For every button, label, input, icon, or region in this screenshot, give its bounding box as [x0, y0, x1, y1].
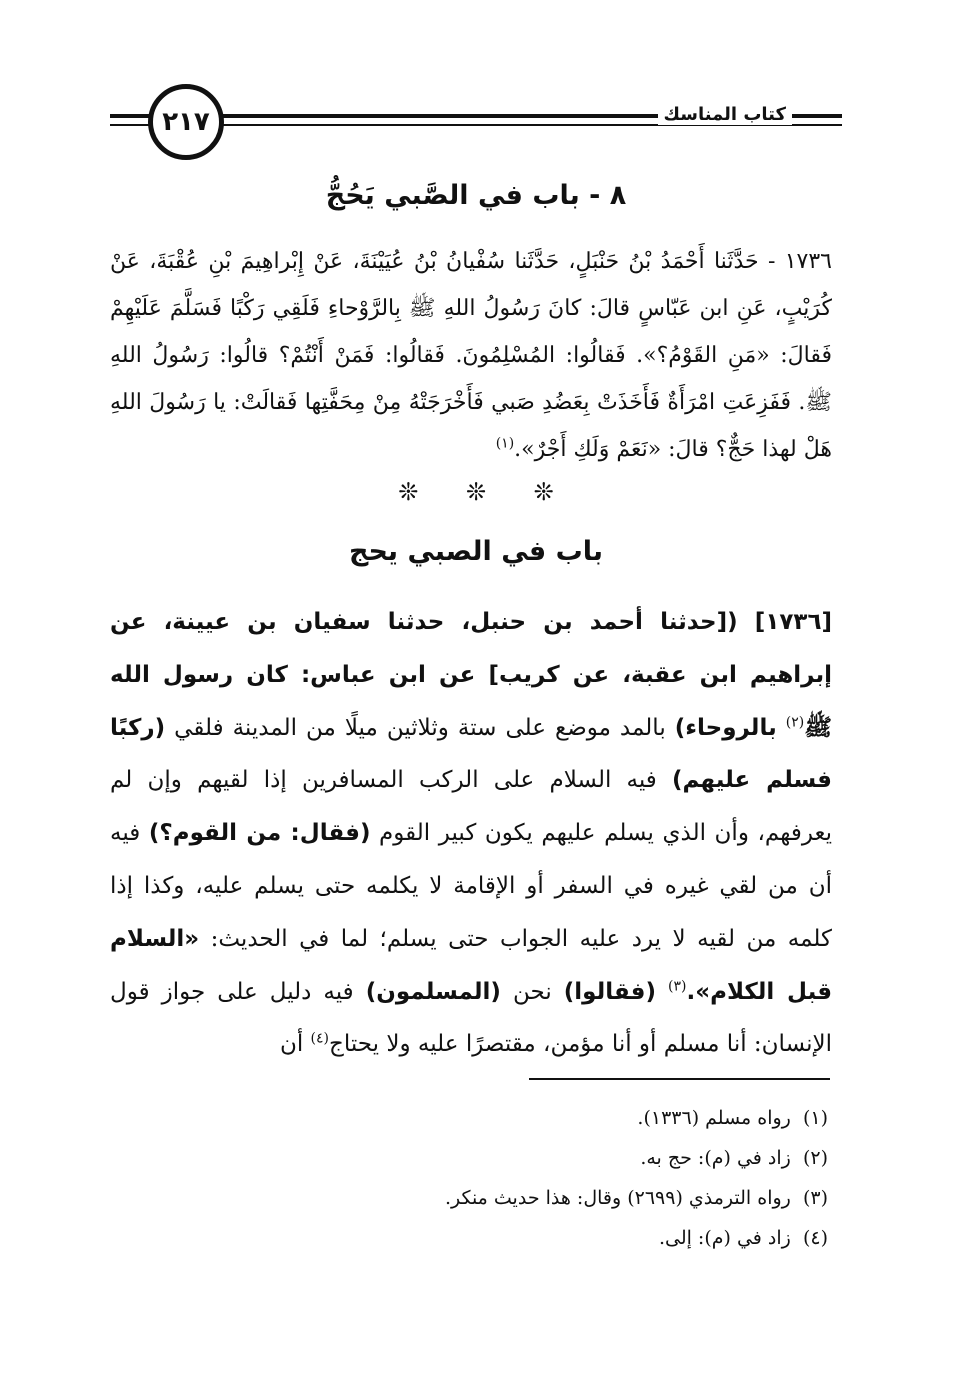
footnote-number: (٤) — [802, 1227, 828, 1249]
footnote-2 — [110, 1138, 828, 1178]
footnote-separator-rule — [529, 1078, 830, 1080]
commentary-bold-rakb: (ركبًا فسلم عليهم) — [110, 714, 832, 794]
running-title: كتاب المناسك — [658, 104, 793, 125]
commentary-text-f: أن — [279, 1031, 304, 1058]
hadith-chapter-title: ٨ - باب في الصَّبي يَحُجُّ — [325, 180, 627, 211]
commentary-bold-qawm: (فقال: من القوم؟) — [148, 820, 371, 847]
footnote-ref-1[interactable]: (١) — [495, 435, 515, 452]
footnote-ref-2[interactable]: (٢) — [785, 713, 805, 730]
commentary-bold-muslimun: (المسلمون) — [365, 978, 501, 1005]
page-header — [110, 80, 842, 180]
footnote-3 — [110, 1178, 828, 1218]
footnotes-block — [110, 1098, 828, 1258]
commentary-text-e: فيه دليل على جواز قول الإنسان: أنا مسلم أو أنا مؤمن، مقتصرًا عليه ولا يحتاج — [110, 978, 832, 1058]
page-number: ٢١٧ — [148, 84, 224, 160]
footnote-text: زاد في (م): إلى. — [658, 1227, 791, 1249]
footnote-text: رواه الترمذي (٢٦٩٩) وقال: هذا حديث منكر. — [444, 1187, 791, 1209]
header-rule-left-thin — [110, 124, 150, 126]
header-rule-left-thick — [110, 114, 150, 118]
footnote-number: (٣) — [802, 1187, 828, 1209]
footnote-number: (١) — [802, 1107, 828, 1129]
footnote-number: (٢) — [802, 1147, 828, 1169]
footnote-1 — [110, 1098, 828, 1138]
commentary-text-a: بالمد موضع على ستة وثلاثين ميلًا من المدينة فلقي — [174, 714, 666, 741]
section-separator: ❊ ❊ ❊ — [398, 478, 554, 506]
commentary-text-d: نحن — [512, 978, 552, 1005]
hadith-text-block — [110, 238, 832, 473]
commentary-text-b: فيه السلام على الركب المسافرين إذا لقيهم وإن لم يعرفهم، وأن الذي يسلم عليهم يكون كبير القوم — [110, 767, 833, 847]
commentary-bold-faqalu: (فقالوا) — [563, 978, 656, 1005]
commentary-chapter-title: باب في الصبي يحج — [349, 536, 603, 567]
hadith-text: ١٧٣٦ - حَدَّثَنا أَحْمَدُ بْنُ حَنْبَلٍ، حَدَّثَنا سُفْيانُ بْنُ عُيَيْنَةَ، عَنْ إِبْراهِيمَ بْنِ عُقْبَةَ، عَنْ كُرَيْبٍ، عَنِ ابن عَبّاسٍ قالَ: كانَ رَسُولُ اللهِ ﷺ بِالرَّوْحاءِ فَلَقِي رَكْبًا فَسَلَّمَ عَلَيْهِمْ فَقالَ: «مَنِ القَوْمُ؟». فَقالُوا: المُسْلِمُونَ. فَقالُوا: فَمَنْ أَنْتُمْ؟ قالُوا: رَسُولُ اللهِ ﷺ. فَفَزِعَتِ امْرَأَةٌ فَأَخَذَتْ بِعَضُدِ صَبي فَأَخْرَجَتْهُ مِنْ مِحَفَّتِها فَقالَتْ: يا رَسُولَ اللهِ هَلْ لهذا حَجٌّ؟ قالَ: «نَعَمْ وَلَكِ أَجْرٌ». — [110, 249, 832, 462]
footnote-4 — [110, 1218, 828, 1258]
footnote-text: زاد في (م): حج به. — [640, 1147, 791, 1169]
commentary-text-block — [110, 596, 832, 1071]
commentary-bold-rawha: بالروحاء) — [674, 714, 777, 741]
footnote-ref-4[interactable]: (٤) — [310, 1030, 330, 1047]
commentary-text-c: فيه أن من لقي غيره في السفر أو الإقامة لا يكلمه حتى يسلم عليه، وكذا إذا كلمه من لقيه لا يرد عليه الجواب حتى يسلم؛ لما في الحديث: — [110, 820, 832, 952]
commentary-bold-salam: «السلام قبل الكلام». — [110, 925, 833, 1005]
footnote-ref-3[interactable]: (٣) — [668, 977, 687, 994]
footnote-text: رواه مسلم (١٣٣٦). — [637, 1107, 791, 1129]
commentary-bold-isnad: [١٧٣٦] ([حدثنا أحمد بن حنبل، حدثنا سفيان بن عيينة، عن إبراهيم ابن عقبة، عن كريب] عن ابن عباس: كان رسول الله ﷺ — [110, 609, 832, 741]
